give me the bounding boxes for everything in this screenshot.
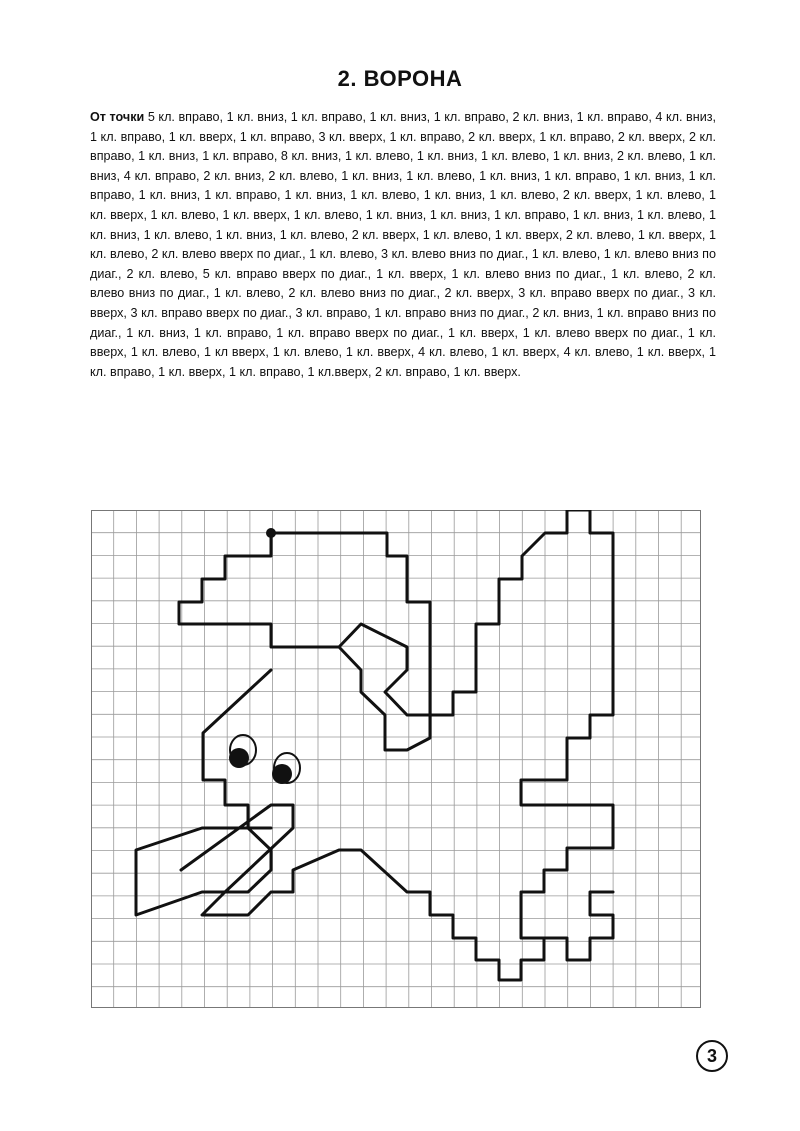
start-point-dot xyxy=(266,528,276,538)
grid-canvas xyxy=(91,510,701,1008)
page-number-badge xyxy=(696,1040,728,1072)
grid-lines xyxy=(91,510,701,1008)
crow-beak-upper xyxy=(136,670,271,915)
drawing-grid xyxy=(91,510,701,1008)
page-number: 3 xyxy=(706,1045,717,1066)
instructions-text xyxy=(90,108,716,382)
instructions-lead: От точки xyxy=(90,110,145,124)
grid-border xyxy=(92,511,701,1008)
crow-eye-left xyxy=(229,735,256,768)
crow-drawing xyxy=(136,510,613,980)
page-title: 2. ВОРОНА xyxy=(337,66,463,91)
instructions-body: 5 кл. вправо, 1 кл. вниз, 1 кл. вправо, 1 кл. вниз, 1 кл. вправо, 2 кл. вниз, 1 кл. вправо, 4 кл. вниз, 1 кл. вправо, 1 кл. вверх, 1 кл. вправо, 3 кл. вверх, 1 кл. вправо, 2 кл. вверх, 1 кл. вправо, 2 кл. вверх, 2 кл. вправо, 1 кл. вниз, 1 кл. вправо, 8 кл. вниз, 1 кл. влево, 1 кл. вниз, 1 кл. влево, 1 кл. вниз, 2 кл. влево, 1 кл. вниз, 4 кл. вправо, 2 кл. вниз, 2 кл. влево, 1 кл. вниз, 1 кл. влево, 1 кл. вниз, 1 кл. вправо, 1 кл. вниз, 1 кл. вправо, 1 кл. вниз, 1 кл. вправо, 1 кл. вниз, 1 кл. влево, 1 кл. вниз, 1 кл. влево, 2 кл. вверх, 1 кл. влево, 1 кл. вверх, 1 кл. влево, 1 кл. вверх, 1 кл. влево, 1 кл. вниз, 1 кл. вниз, 1 кл. вправо, 1 кл. вниз, 1 кл. влево, 1 кл. вниз, 1 кл. влево, 1 кл. вниз, 1 кл. влево, 2 кл. вверх, 1 кл. влево, 1 кл. вверх, 2 кл. влево, 1 кл. вверх, 1 кл. влево, 2 кл. влево вверх по диаг., 1 кл. влево, 3 кл. влево вниз по диаг., 1 кл. влево, 1 кл. влево вниз по диаг., 2 кл. влево, 5 кл. вправо вверх по диаг., 1 кл. вверх, 1 кл. влево вниз по диаг., 1 кл. влево, 2 кл. влево вниз по диаг., 1 кл. влево, 2 кл. влево вниз по диаг., 2 кл. вверх, 3 кл. вправо вверх по диаг., 3 кл. вверх, 3 кл. вправо вверх по диаг., 3 кл. вправо, 1 кл. вправо вниз по диаг., 2 кл. вниз, 1 кл. вправо вниз по диаг., 1 кл. вниз, 1 кл. вправо, 1 кл. вправо вверх по диаг., 1 кл. вверх, 1 кл. влево вверх по диаг., 1 кл. вверх, 1 кл. влево, 1 кл вверх, 1 кл. влево, 1 кл. вверх, 4 кл. влево, 1 кл. вверх, 4 кл. влево, 1 кл. вверх, 1 кл. вправо, 1 кл. вверх, 1 кл. вправо, 1 кл.вверх, 2 кл. вправо, 1 кл. вверх. xyxy=(90,110,717,379)
crow-eye-right xyxy=(272,753,300,784)
crow-head-outline xyxy=(271,510,613,960)
crow-face-outline xyxy=(179,533,430,750)
